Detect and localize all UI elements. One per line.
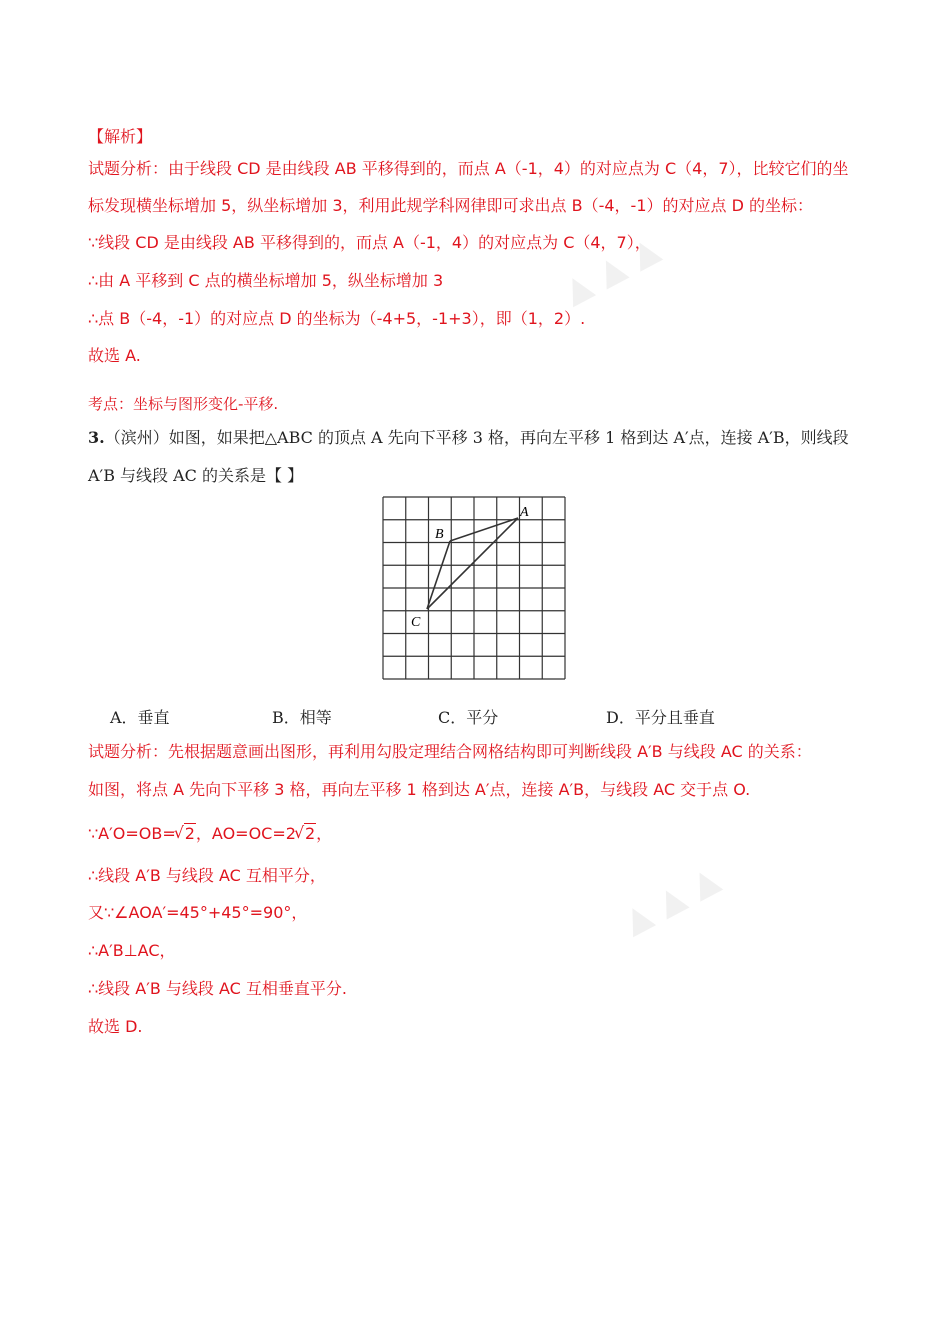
option-a: A．垂直 <box>110 708 170 727</box>
solution-line: ∴线段 A′B 与线段 AC 互相垂直平分. <box>88 979 348 998</box>
option-c: C．平分 <box>438 708 499 727</box>
vertex-b-label: B <box>435 527 444 542</box>
triangle-grid-figure <box>382 496 566 680</box>
solution-line-sqrt <box>88 824 332 844</box>
watermark: ▲ ▲ ▲ <box>616 858 726 942</box>
solution-line: ∴线段 A′B 与线段 AC 互相平分， <box>88 866 326 885</box>
analysis-line: ∴点 B（-4，-1）的对应点 D 的坐标为（-4+5，-1+3），即（1，2）. <box>88 309 586 328</box>
solution-text: ∵A′O=OB= <box>88 824 176 843</box>
watermark: ▲ ▲ ▲ <box>556 228 666 312</box>
analysis-line: ∴由 A 平移到 C 点的横坐标增加 5，纵坐标增加 3 <box>88 271 444 290</box>
sqrt-radicand: 2 <box>304 824 316 843</box>
question-text: （滨州）如图，如果把△ABC 的顶点 A 先向下平移 3 格，再向左平移 1 格到达 A′点，连接 A′B，则线段 <box>104 428 849 447</box>
option-d: D．平分且垂直 <box>606 708 715 727</box>
grid-lines <box>383 497 565 679</box>
solution-line: ∴A′B⊥AC， <box>88 941 176 960</box>
solution-text: ，AO=OC=2 <box>195 824 296 843</box>
solution-line: 试题分析：先根据题意画出图形，再利用勾股定理结合网格结构即可判断线段 A′B 与线段 AC 的关系： <box>88 742 812 761</box>
vertex-a-label: A <box>520 505 529 520</box>
sqrt-symbol <box>296 824 316 844</box>
solution-line: 如图，将点 A 先向下平移 3 格，再向左平移 1 格到达 A′点，连接 A′B，与线段 AC 交于点 O. <box>88 780 751 799</box>
sqrt-radicand: 2 <box>184 824 195 843</box>
analysis-line: ∵线段 CD 是由线段 AB 平移得到的，而点 A（-1，4）的对应点为 C（4，7）， <box>88 233 651 252</box>
sqrt-symbol <box>176 824 196 844</box>
question-3-line1 <box>88 428 849 448</box>
kaodian-note: 考点：坐标与图形变化-平移. <box>88 395 279 413</box>
question-3-line2: A′B 与线段 AC 的关系是【 】 <box>88 466 304 485</box>
analysis-line: 试题分析：由于线段 CD 是由线段 AB 平移得到的，而点 A（-1，4）的对应点为 C（4，7），比较它们的坐 <box>88 159 849 178</box>
option-b: B．相等 <box>272 708 332 727</box>
solution-line: 故选 D. <box>88 1017 143 1036</box>
vertex-c-label: C <box>411 615 421 630</box>
segment-bc <box>427 541 450 609</box>
solution-text: ， <box>316 824 333 843</box>
question-number: 3. <box>88 428 105 447</box>
analysis-line: 故选 A. <box>88 346 141 365</box>
segment-ab <box>450 518 518 541</box>
solution-line: 又∵∠AOA′=45°+45°=90°， <box>88 903 308 922</box>
analysis-line: 标发现横坐标增加 5，纵坐标增加 3，利用此规学科网律即可求出点 B（-4，-1）的对应点 D 的坐标： <box>88 196 813 215</box>
analysis-header: 【解析】 <box>88 127 153 146</box>
